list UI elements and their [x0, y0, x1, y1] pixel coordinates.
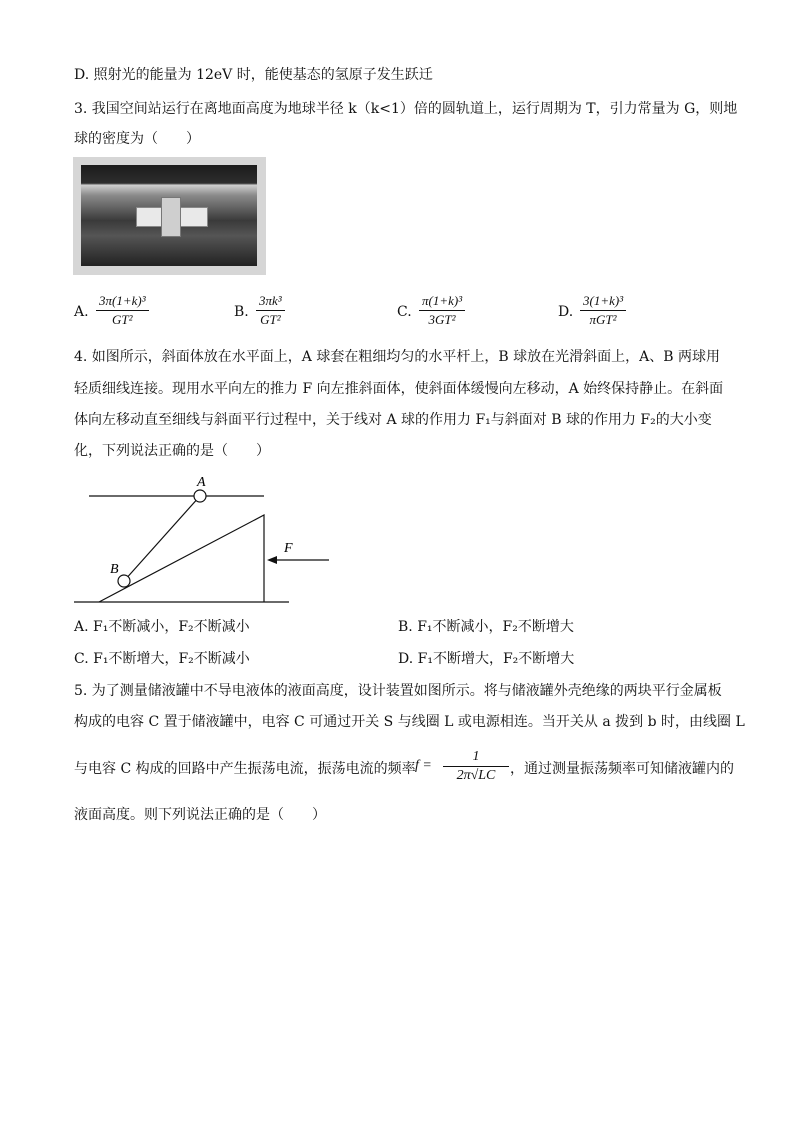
- label-b: B: [110, 562, 119, 577]
- q5-stem-line3-left: 与电容 C 构成的回路中产生振荡电流，振荡电流的频率: [74, 761, 416, 777]
- ball-a: [194, 490, 206, 502]
- q5-stem-line2: 构成的电容 C 置于储液罐中，电容 C 可通过开关 S 与线圈 L 或电源相连。当开关从 a 拨到 b 时，由线圈 L: [74, 714, 745, 730]
- label-f: F: [284, 541, 293, 556]
- label-a: A: [197, 475, 206, 490]
- q5-stem-line4: 液面高度。则下列说法正确的是（ ）: [74, 807, 326, 823]
- q4-stem-line2: 轻质细线连接。现用水平向左的推力 F 向左推斜面体，使斜面体缓慢向左移动，A 始终保持静止。在斜面: [74, 381, 724, 397]
- q4-option-b: B. F₁不断减小，F₂不断增大: [398, 619, 574, 635]
- q5-stem-line1: 5. 为了测量储液罐中不导电液体的液面高度，设计装置如图所示。将与储液罐外壳绝缘的两块平行金属板: [74, 683, 722, 699]
- arrow-head: [267, 556, 277, 564]
- q2-option-d: D. 照射光的能量为 12eV 时，能使基态的氢原子发生跃迁: [74, 67, 433, 83]
- q5-stem-line3-right: ，通过测量振荡频率可知储液罐内的: [510, 761, 734, 777]
- q4-option-d: D. F₁不断增大，F₂不断增大: [398, 651, 575, 667]
- q3-stem-line1: 3. 我国空间站运行在离地面高度为地球半径 k（k<1）倍的圆轨道上，运行周期为 T，引力常量为 G，则地: [74, 101, 738, 117]
- q4-option-a: A. F₁不断减小，F₂不断减小: [74, 619, 250, 635]
- space-station-photo: [73, 157, 266, 275]
- q4-option-c: C. F₁不断增大，F₂不断减小: [74, 651, 250, 667]
- q4-stem-line3: 体向左移动直至细线与斜面平行过程中，关于线对 A 球的作用力 F₁与斜面对 B 球的作用力 F₂的大小变: [74, 412, 712, 428]
- ball-b: [118, 575, 130, 587]
- q4-stem-line4: 化，下列说法正确的是（ ）: [74, 443, 270, 459]
- q4-stem-line1: 4. 如图所示，斜面体放在水平面上，A 球套在粗细均匀的水平杆上，B 球放在光滑斜面上，A、B 两球用: [74, 349, 720, 365]
- incline-diagram: [74, 470, 344, 610]
- q3-stem-line2: 球的密度为（ ）: [74, 131, 200, 147]
